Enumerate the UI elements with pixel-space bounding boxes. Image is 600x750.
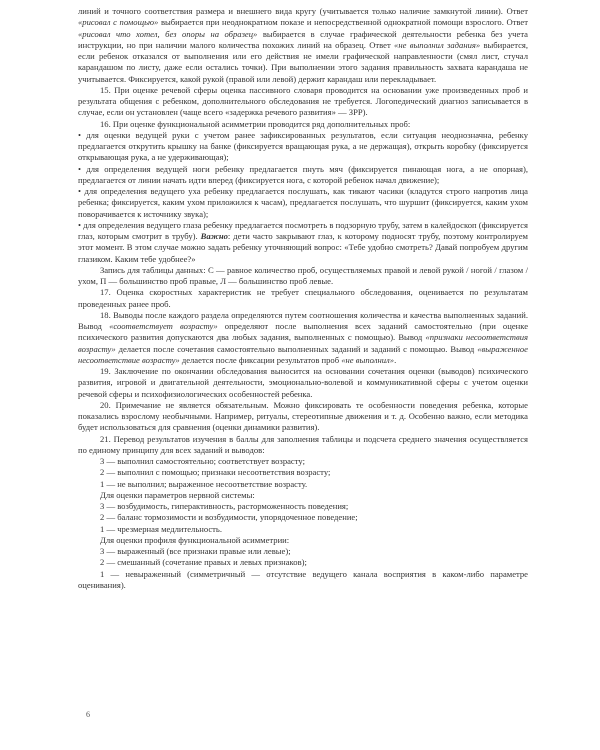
paragraph-19-summary: 19. Заключение по окончании обследования выносится на основании сочетания оценки (выводов) психического развития, игровой и двигательной деятельности, эмоционально-волевой и коммуникативной сферы с учетом оценки речевой сферы и психофизиологических особенностей ребенка. [78,366,528,399]
bullet-leading-leg: • для определения ведущей ноги ребенку предлагается пнуть мяч (фиксируется пинающая нога, а не опорная), предлагается от линии начать идти вперед (фиксируется нога, с которой ребенок начал движение); [78,163,528,185]
paragraph-17-speed: 17. Оценка скоростных характеристик не требует специального обследования, оценивается по результатам проведенных ранее проб. [78,287,528,309]
score-line-1: 1 — не выполнил; выраженное несоответствие возрасту. [100,478,308,489]
nervous-line-1: 1 — чрезмерная медлительность. [100,523,222,534]
asymmetry-line-3: 3 — выраженный (все признаки правые или левые); [100,546,291,556]
nervous-line-3: 3 — возбудимость, гиперактивность, расторможенность поведения; [100,501,349,511]
paragraph-18-conclusions: 18. Выводы после каждого раздела определяются путем соотношения количества и качества выполненных заданий. Вывод «соответствует возрасту» определяют после выполнения всех заданий самостоятельно (при оценке психического развития допускаются два любых задания, выполненных с помощью). Вывод «признаки несоответствия возрасту» делается после сочетания самостоятельно выполненных заданий и заданий с помощью. Вывод «выраженное несоответствие возрасту» делается после фиксации результатов проб «не выполнил». [78,309,529,365]
paragraph-16-asymmetry: 16. При оценке функциональной асимметрии проводится ряд дополнительных проб: [100,118,411,129]
nervous-line-2: 2 — баланс тормозимости и возбудимости, упорядоченное поведение; [100,512,358,523]
bullet-leading-hand: • для оценки ведущей руки с учетом ранее зафиксированных результатов, если ситуация неоднозначна, ребенку предлагается открутить крышку на банке (фиксируется вращающая рука, а не держащая), открыть коробку (фиксируется открывающая рука, а не удерживающая); [78,129,528,163]
asymmetry-line-1: 1 — невыраженный (симметричный — отсутствие ведущего канала восприятия в каком-либо параметре оценивания). [78,568,528,590]
paragraph-drawing-criteria: линий и точного соответствия размера и внешнего вида кругу (учитывается только наличие замкнутой линии). Ответ «рисовал с помощью» выбирается при неоднократном показе и непосредственной однократной помощи взрослого. Ответ «рисовал что хотел, без опоры на образец» выбирается в случае графической деятельности ребенка без учета инструкции, но при наличии малого количества похожих линий на образец. Ответ «не выполнил задания» выбирается, если ребенок отказался от выполнения или его действия не имели графической направленности (смял лист, стучал карандашом по листу, даже если остались точки). При выполнении этого задания правильность захвата карандаша не учитывается. Фиксируется, какой рукой (правой или левой) держит карандаш или перекладывает. [78,6,528,84]
score-line-3: 3 — выполнил самостоятельно; соответствует возрасту; [100,456,305,466]
paragraph-15-speech: 15. При оценке речевой сферы оценка пассивного словаря проводится на основании уже произведенных проб и результата общения с ребенком, дополнительного обследования не требуется. Логопедический диагноз записывается в случае, если он установлен (чаще всего «задержка речевого развития» — ЗРР). [78,84,528,118]
body-text [78,6,528,591]
bullet-leading-ear: • для определения ведущего уха ребенку предлагается послушать, как тикают часики (кладутся строго напротив лица ребенка; фиксируется, каким ухом приложился к часам), предлагается послушать, что шуршит (фиксируется, каким ухом поворачивается к источнику звука); [78,186,528,219]
page-number: 6 [86,710,90,719]
score-line-2: 2 — выполнил с помощью; признаки несоответствия возрасту; [100,467,331,478]
bullet-leading-eye: • для определения ведущего глаза ребенку предлагается посмотреть в подзорную трубу, затем в калейдоскоп (фиксируется глаз, которым смотрит в трубу). Важно: дети часто закрывают глаз, к которому подносят трубу, поэтому контролируем этот момент. В этом случае можно задать ребенку уточняющий вопрос: «Тебе удобно смотреть? Давай попробуем другим глазиком. Каким тебе удобнее?» [78,219,528,264]
asymmetry-profile-heading: Для оценки профиля функциональной асимметрии: [100,534,290,545]
paragraph-table-record: Запись для таблицы данных: С — равное количество проб, осуществляемых правой и левой рукой / ногой / глазом / ухом, П — большинство проб правые, Л — большинство проб левые. [78,264,528,286]
asymmetry-line-2: 2 — смешанный (сочетание правых и левых признаков); [100,557,307,568]
paragraph-21-scoring: 21. Перевод результатов изучения в баллы для заполнения таблицы и подсчета среднего значения осуществляется по единому принципу для всех заданий и выводов: [78,433,528,455]
nervous-system-heading: Для оценки параметров нервной системы: [100,489,255,500]
paragraph-20-note: 20. Примечание не является обязательным. Можно фиксировать те особенности поведения ребенка, которые показались взрослому необычными. Например, ритуалы, стереотипные движения и т. д. Особенно важно, если методика будет использоваться для сравнения (оценки динамики развития). [78,399,528,433]
